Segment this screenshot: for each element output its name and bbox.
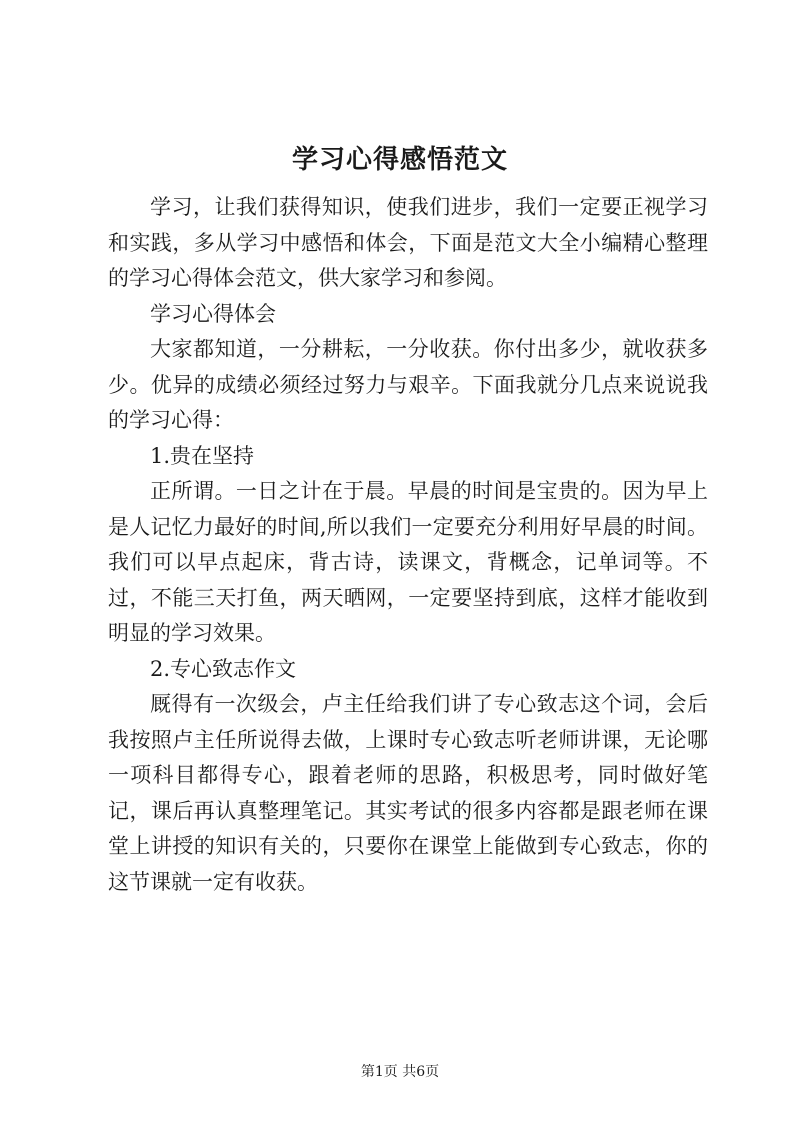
page-footer: 第1页 共6页 <box>360 1064 440 1080</box>
body-paragraph: 厩得有一次级会，卢主任给我们讲了专心致志这个词，会后我按照卢主任所说得去做，上课时专心致志听老师讲课，无论哪一项科目都得专心，跟着老师的思路，积极思考，同时做好笔记，课后再认真整理笔记。其实考试的很多内容都是跟老师在课堂上讲授的知识有关的，只要你在课堂上能做到专心致志，你的这节课就一定有收获。 <box>108 692 708 894</box>
body-paragraph: 正所谓。一日之计在于晨。早晨的时间是宝贵的。因为早上是人记忆力最好的时间,所以我们一定要充分利用好早晨的时间。我们可以早点起床，背古诗，读课文，背概念，记单词等。不过，不能三天打鱼，两天晒网，一定要坚持到底，这样才能收到明显的学习效果。 <box>108 479 708 645</box>
intro-paragraph: 学习，让我们获得知识，使我们进步，我们一定要正视学习和实践，多从学习中感悟和体会，下面是范文大全小编精心整理的学习心得体会范文，供大家学习和参阅。 <box>108 195 708 290</box>
point-heading-2: 2.专心致志作文 <box>150 656 297 681</box>
document-title: 学习心得感悟范文 <box>291 145 508 175</box>
body-paragraph: 大家都知道，一分耕耘，一分收获。你付出多少，就收获多少。优异的成绩必须经过努力与艰辛。下面我就分几点来说说我的学习心得： <box>108 337 708 432</box>
point-heading-1: 1.贵在坚持 <box>150 443 255 468</box>
section-heading: 学习心得体会 <box>150 301 276 326</box>
document-body <box>108 190 708 900</box>
